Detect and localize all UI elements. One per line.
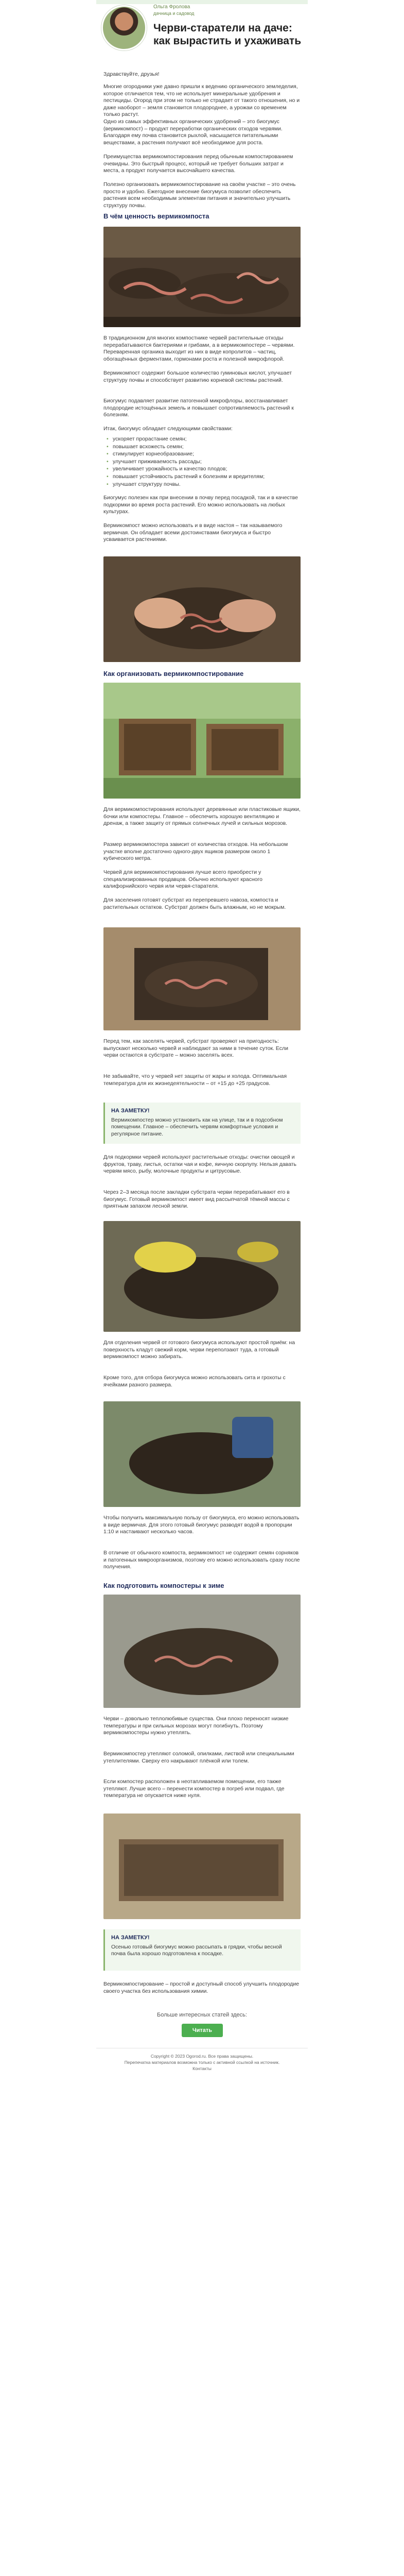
photo-winter-bin-image bbox=[103, 1595, 301, 1708]
organize-paragraph-6: Не забывайте, что у червей нет защиты от жары и холода. Оптимальная температура для их жизнедеятельности – от +15 до +25 градусов. bbox=[103, 1073, 287, 1087]
more-articles-label: Больше интересных статей здесь: bbox=[157, 2012, 247, 2018]
list-intro: Итак, биогумус обладает следующими свойствами: bbox=[103, 426, 233, 432]
author-subtitle: дачница и садовод bbox=[153, 11, 195, 16]
list-item: • стимулирует корнеобразование; bbox=[107, 451, 301, 458]
winter-paragraph-1: Черви – довольно теплолюбивые существа. Они плохо переносят низкие температуры и при сильных морозах могут погибнуть. Поэтому вермикомпостеры нужно утеплять. bbox=[103, 1716, 289, 1736]
note-text: Вермикомпостер можно установить как на улице, так и в подсобном помещении. Главное – обеспечить червям комфортные условия и регулярное питание. bbox=[111, 1116, 283, 1137]
photo-worm-bin-image bbox=[103, 927, 301, 1030]
photo-sifting-compost bbox=[103, 1401, 301, 1507]
photo-sifting-compost-image bbox=[103, 1401, 301, 1507]
value-paragraph-1: В традиционном для многих компостнике червей растительные отходы перерабатываются бактериями и грибами, а в вермикомпостере – червями. Переваренная органика выходит из них в виде копролитов – частиц, обогащённых ферментами, гормонами роста и полезной микрофлорой. bbox=[103, 335, 295, 362]
footer-contacts-link[interactable]: Контакты bbox=[192, 2066, 212, 2071]
list-item: • ускоряет прорастание семян; bbox=[107, 436, 301, 443]
value-paragraph-3: Биогумус подавляет развитие патогенной микрофлоры, восстанавливает плодородие истощённых земель и повышает сопротивляемость растений к болезням. bbox=[103, 398, 294, 418]
photo-compost-boxes-image bbox=[103, 683, 301, 799]
list-item: • повышает всхожесть семян; bbox=[107, 444, 301, 451]
organize-paragraph-1: Для вермикомпостирования используют деревянные или пластиковые ящики, бочки или компостеры. Главное – обеспечить хорошую вентиляцию и дренаж, а также защиту от прямых солнечных лучей и сильных морозов. bbox=[103, 806, 301, 827]
intro-paragraph-3: Преимущества вермикомпостирования перед обычным компостированием очевидны. Это быстрый процесс, который не требует больших затрат и места, а продукт получается высочайшего качества. bbox=[103, 154, 293, 174]
photo-compost-boxes bbox=[103, 683, 301, 799]
organize-paragraph-3: Червей для вермикомпостирования лучше всего приобрести у специализированных продавцов. Обычно используют красного калифорнийского червя или червя-старателя. bbox=[103, 869, 262, 890]
note-box-1 bbox=[103, 1103, 301, 1144]
list-item: • улучшает структуру почвы. bbox=[107, 481, 301, 488]
photo-hands-with-worms-image bbox=[103, 556, 301, 662]
photo-worms-in-compost-image bbox=[103, 227, 301, 327]
list-item: • улучшает приживаемость рассады; bbox=[107, 459, 301, 466]
read-more-button[interactable]: Читать bbox=[182, 2024, 223, 2037]
organize-paragraph-8: Через 2–3 месяца после закладки субстрата черви перерабатывают его в биогумус. Готовый вермикомпост имеет вид рассыпчатой тёмной массы с приятным запахом лесной земли. bbox=[103, 1189, 290, 1210]
organize-paragraph-4: Для заселения готовят субстрат из перепревшего навоза, компоста и растительных остатков. Субстрат должен быть влажным, но не мокрым. bbox=[103, 897, 286, 910]
value-paragraph-5: Вермикомпост можно использовать и в виде настоя – так называемого вермичая. Он обладает всеми достоинствами биогумуса и быстро усваивается растениями. bbox=[103, 522, 283, 543]
note-title: НА ЗАМЕТКУ! bbox=[111, 1935, 150, 1941]
organize-paragraph-10: Кроме того, для отбора биогумуса можно использовать сита и грохоты с ячейками разного размера. bbox=[103, 1375, 286, 1388]
organize-paragraph-9: Для отделения червей от готового биогумуса используют простой приём: на поверхность кладут свежий корм, черви переползают туда, а готовый вермикомпост можно забирать. bbox=[103, 1340, 295, 1360]
final-paragraph: Вермикомпостирование – простой и доступный способ улучшить плодородие своего участка без использования химии. bbox=[103, 1981, 300, 1994]
author-avatar bbox=[101, 5, 147, 50]
list-item: • увеличивает урожайность и качество плодов; bbox=[107, 466, 301, 473]
organize-paragraph-7: Для подкормки червей используют растительные отходы: очистки овощей и фруктов, траву, листья, остатки чая и кофе, яичную скорлупу. Нельзя давать червям мясо, рыбу, молочные продукты и цитрусовые. bbox=[103, 1154, 296, 1175]
article-header bbox=[96, 0, 308, 62]
properties-list bbox=[103, 436, 301, 488]
organize-paragraph-11: Чтобы получить максимальную пользу от биогумуса, его можно использовать в виде вермичая. Для этого готовый биогумус разводят водой в пропорции 1:10 и настаивают несколько часов. bbox=[103, 1515, 300, 1535]
article-title: Черви-старатели на даче: как вырастить и ухаживать bbox=[153, 22, 302, 47]
organize-paragraph-12: В отличие от обычного компоста, вермикомпост не содержит семян сорняков и патогенных микроорганизмов, поэтому его можно использовать сразу после получения. bbox=[103, 1550, 300, 1570]
photo-worms-in-compost bbox=[103, 227, 301, 327]
intro-paragraph-2: Одно из самых эффективных органических удобрений – это биогумус (вермикомпост) – продукт переработки органических отходов червями. Благодаря ему почва становится рыхлой, насыщается питательными веществами, а растения получают всё необходимое для роста. bbox=[103, 118, 283, 146]
note-text: Осенью готовый биогумус можно рассыпать в грядки, чтобы весной почва была хорошо подготовлена к посадке. bbox=[111, 1943, 282, 1957]
footer-note: Перепечатка материалов возможна только с активной ссылкой на источник. bbox=[124, 2060, 280, 2065]
footer bbox=[96, 2053, 308, 2072]
organize-paragraph-5: Перед тем, как заселять червей, субстрат проверяют на пригодность: выпускают несколько червей и наблюдают за ними в течение суток. Если черви остаются в субстрате – можно заселять всех. bbox=[103, 1038, 289, 1059]
section-title-value: В чём ценность вермикомпоста bbox=[103, 212, 209, 220]
intro-greeting: Здравствуйте, друзья! bbox=[103, 71, 160, 77]
organize-paragraph-2: Размер вермикомпостера зависит от количества отходов. На небольшом участке вполне достаточно одного-двух ящиков размером около 1 кубического метра. bbox=[103, 841, 288, 862]
article-sheet bbox=[96, 0, 308, 2576]
note-box-2 bbox=[103, 1929, 301, 1971]
section-title-winter: Как подготовить компостеры к зиме bbox=[103, 1582, 224, 1589]
list-item: • повышает устойчивость растений к болезням и вредителям; bbox=[107, 473, 301, 481]
author-name: Ольга Фролова bbox=[153, 4, 190, 10]
section-title-organize: Как организовать вермикомпостирование bbox=[103, 670, 244, 677]
note-title: НА ЗАМЕТКУ! bbox=[111, 1108, 150, 1114]
value-paragraph-2: Вермикомпост содержит большое количество гуминовых кислот, улучшает структуру почвы и способствует развитию корневой системы растений. bbox=[103, 370, 292, 383]
footer-copyright: Copyright © 2023 Ogorod.ru. Все права защищены. bbox=[150, 2054, 254, 2059]
intro-paragraph-4: Полезно организовать вермикомпостирование на своём участке – это очень просто и удобно. Ежегодное внесение биогумуса позволит обеспечить растения всем необходимым элементам питания и значительно улучшить структуру почвы. bbox=[103, 181, 296, 209]
header-accent-bar bbox=[96, 0, 308, 4]
photo-finished-vermicompost-image bbox=[103, 1221, 301, 1332]
winter-paragraph-2: Вермикомпостер утепляют соломой, опилками, листвой или специальными утеплителями. Сверху его накрывают плёнкой или толем. bbox=[103, 1751, 294, 1764]
value-paragraph-4: Биогумус полезен как при внесении в почву перед посадкой, так и в качестве подкормки во время роста растений. Его можно использовать на любых культурах. bbox=[103, 495, 298, 515]
intro-paragraph-1: Многие огородники уже давно пришли к ведению органического земледелия, которое отличается тем, что не использует минеральные удобрения и пестициды. Огород при этом не только не страдает от такого отношения, но и даже наоборот – земля становится плодороднее, а урожаи со временем только растут. bbox=[103, 83, 300, 118]
photo-insulated-bins bbox=[103, 1814, 301, 1919]
photo-insulated-bins-image bbox=[103, 1814, 301, 1919]
photo-finished-vermicompost bbox=[103, 1221, 301, 1332]
photo-hands-with-worms bbox=[103, 556, 301, 662]
photo-worm-bin bbox=[103, 927, 301, 1030]
photo-winter-bin bbox=[103, 1595, 301, 1708]
winter-paragraph-3: Если компостер расположен в неотапливаемом помещении, его также утепляют. Лучше всего – перенести компостер в погреб или подвал, где температура не опускается ниже нуля. bbox=[103, 1778, 285, 1799]
